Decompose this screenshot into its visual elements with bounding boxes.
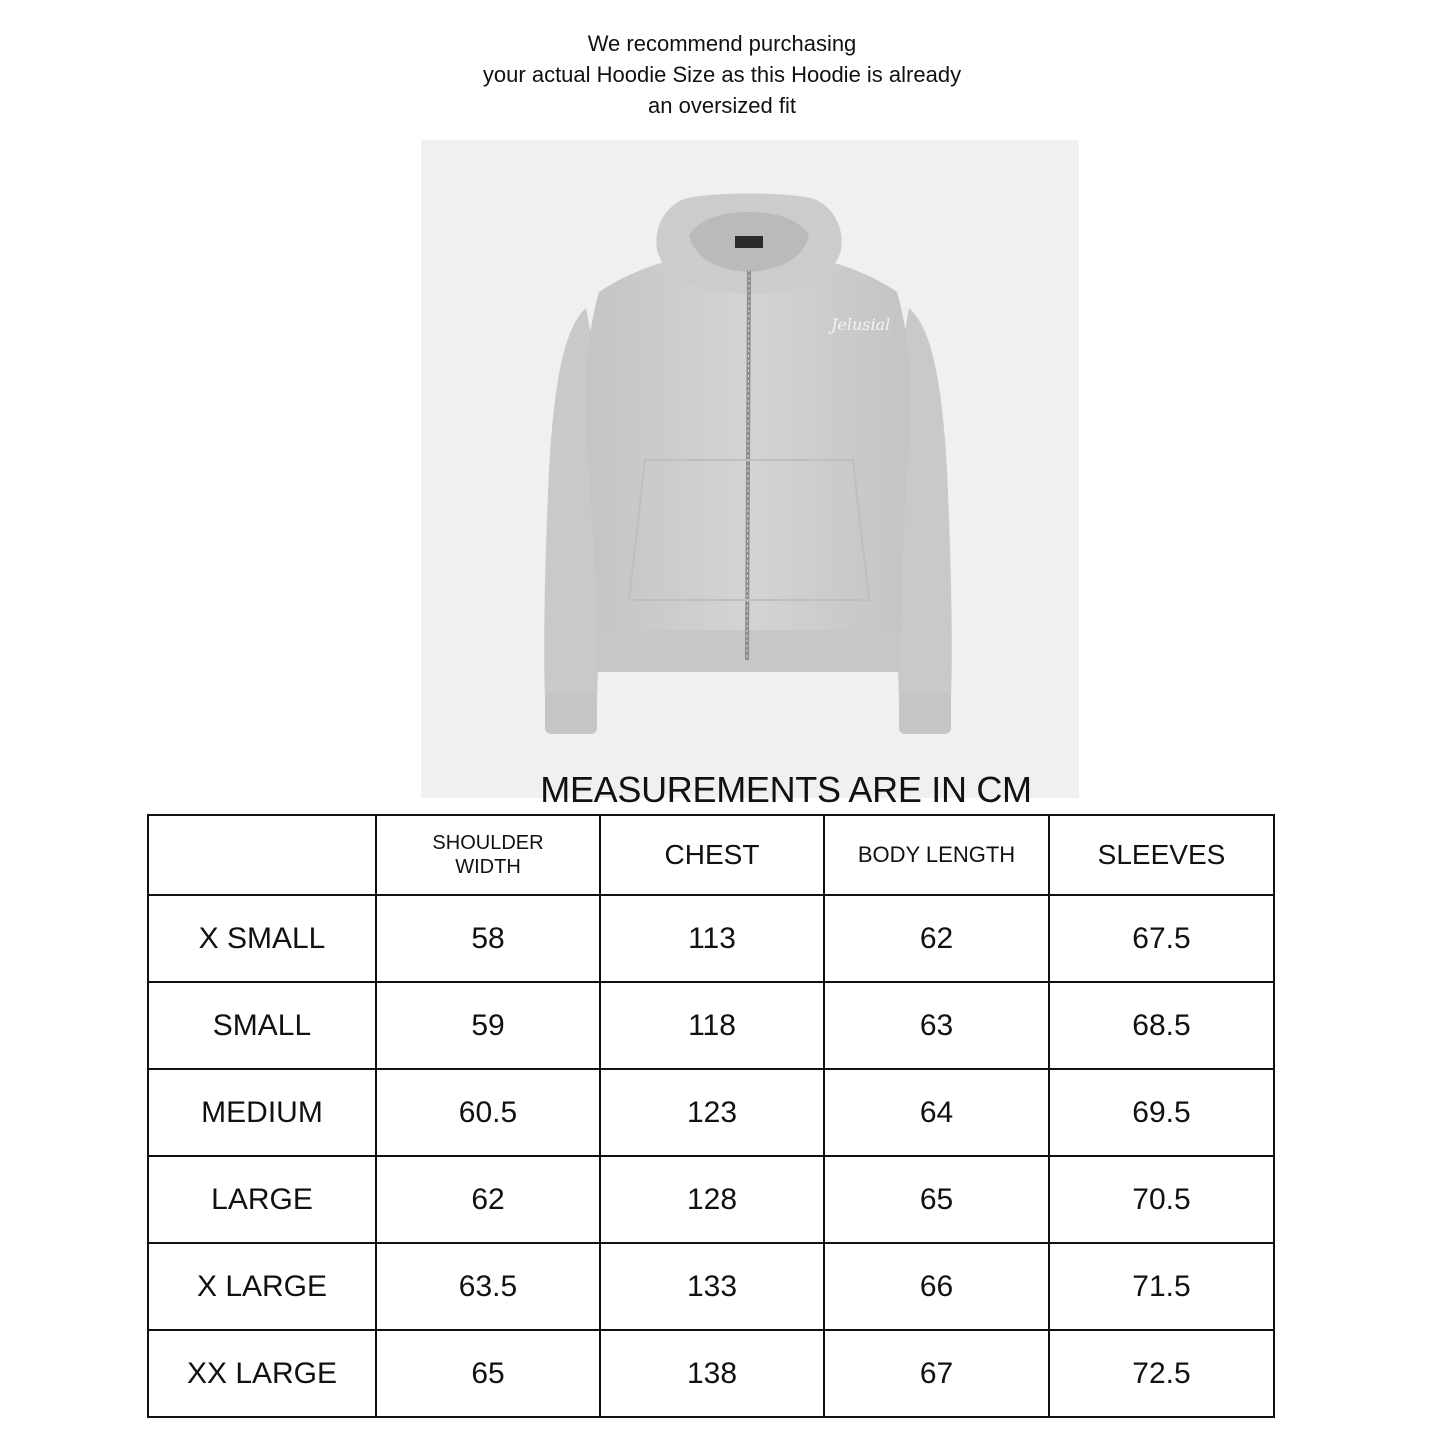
header-chest: CHEST: [600, 815, 824, 895]
sleeves-value: 69.5: [1049, 1069, 1274, 1156]
sleeves-value: 67.5: [1049, 895, 1274, 982]
shoulder-value: 62: [376, 1156, 600, 1243]
units-heading: MEASUREMENTS ARE IN CM: [540, 769, 1032, 810]
size-label: SMALL: [148, 982, 376, 1069]
table-row: [148, 1069, 1274, 1156]
header-shoulder-width-label: SHOULDER WIDTH: [432, 832, 544, 878]
sleeves-value: 71.5: [1049, 1243, 1274, 1330]
size-label: LARGE: [148, 1156, 376, 1243]
note-line-3: an oversized fit: [648, 93, 796, 118]
size-label: XX LARGE: [148, 1330, 376, 1417]
body-length-value: 63: [824, 982, 1049, 1069]
size-chart-table: [147, 814, 1275, 1418]
note-line-1: We recommend purchasing: [587, 31, 857, 56]
table-row: [148, 1330, 1274, 1417]
chest-value: 123: [600, 1069, 824, 1156]
right-cuff: [899, 692, 951, 734]
sleeves-value: 68.5: [1049, 982, 1274, 1069]
header-sleeves: SLEEVES: [1049, 815, 1274, 895]
shoulder-value: 65: [376, 1330, 600, 1417]
note-line-2: your actual Hoodie Size as this Hoodie is already: [482, 62, 962, 87]
size-recommendation-note: [322, 28, 1122, 121]
size-label: X SMALL: [148, 895, 376, 982]
sleeves-value: 70.5: [1049, 1156, 1274, 1243]
chest-logo: Jelusial: [831, 315, 891, 334]
shoulder-value: 60.5: [376, 1069, 600, 1156]
header-empty: [148, 815, 376, 895]
chest-value: 113: [600, 895, 824, 982]
body-length-value: 64: [824, 1069, 1049, 1156]
body-length-value: 65: [824, 1156, 1049, 1243]
body-length-value: 62: [824, 895, 1049, 982]
table-row: [148, 895, 1274, 982]
size-label: MEDIUM: [148, 1069, 376, 1156]
chest-value: 133: [600, 1243, 824, 1330]
shoulder-value: 59: [376, 982, 600, 1069]
chest-value: 118: [600, 982, 824, 1069]
table-header-row: [148, 815, 1274, 895]
shoulder-value: 58: [376, 895, 600, 982]
shoulder-value: 63.5: [376, 1243, 600, 1330]
table-row: [148, 1156, 1274, 1243]
product-photo: [421, 140, 1079, 798]
table-row: [148, 1243, 1274, 1330]
chest-value: 128: [600, 1156, 824, 1243]
body-length-value: 66: [824, 1243, 1049, 1330]
table-row: [148, 982, 1274, 1069]
chest-value: 138: [600, 1330, 824, 1417]
zip-hoodie-illustration: [421, 140, 1079, 798]
body-length-value: 67: [824, 1330, 1049, 1417]
size-label: X LARGE: [148, 1243, 376, 1330]
sleeves-value: 72.5: [1049, 1330, 1274, 1417]
neck-label: [735, 236, 763, 248]
header-body-length: BODY LENGTH: [824, 815, 1049, 895]
header-shoulder-width: [376, 815, 600, 895]
left-cuff: [545, 692, 597, 734]
